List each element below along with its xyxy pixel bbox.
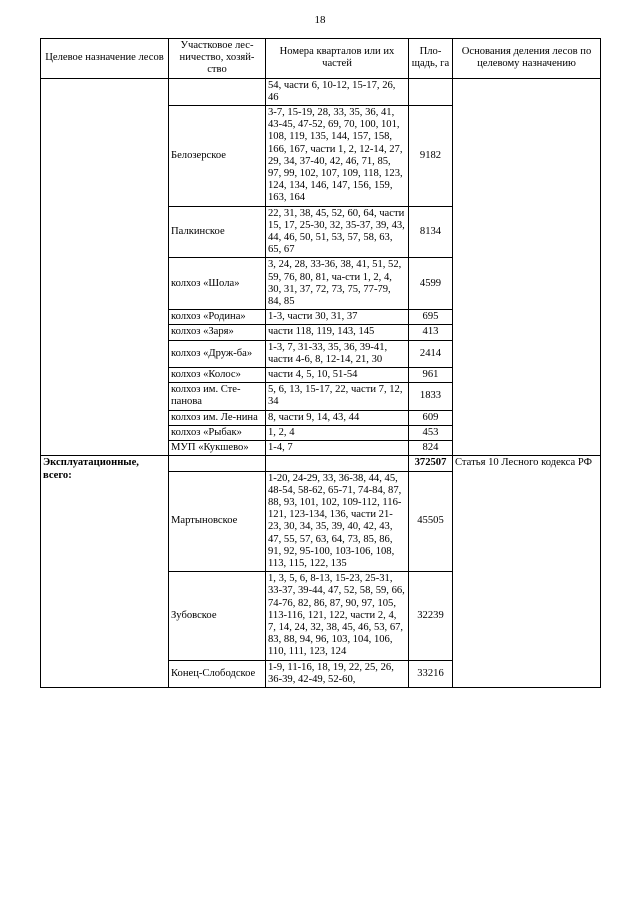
area-cell: 33216	[409, 660, 453, 687]
area-cell: 45505	[409, 471, 453, 572]
header-basis: Основания деления лесов по целевому назначению	[453, 39, 601, 79]
quarters-cell: 22, 31, 38, 45, 52, 60, 64, части 15, 17, 25-30, 32, 35-37, 39, 43, 44, 46, 50, 51, 53, 57, 58, 63, 65, 67	[266, 206, 409, 258]
quarters-cell: 5, 6, 13, 15-17, 22, части 7, 12, 34	[266, 383, 409, 410]
page-number: 18	[314, 14, 326, 26]
area-cell: 8134	[409, 206, 453, 258]
quarters-cell: 1-9, 11-16, 18, 19, 22, 25, 26, 36-39, 42-49, 52-60,	[266, 660, 409, 687]
forestry-cell: Палкинское	[169, 206, 266, 258]
forestry-cell: колхоз «Родина»	[169, 310, 266, 325]
quarters-cell: 1-20, 24-29, 33, 36-38, 44, 45, 48-54, 58-62, 65-71, 74-84, 87, 88, 93, 101, 102, 109-112, 116-121, 123-134, 136, части 21-23, 30, 34, 35, 39, 40, 42, 43, 47, 55, 57, 63, 64, 73, 85, 86, 91, 92, 95-100, 103-106, 108, 113, 115, 122, 135	[266, 471, 409, 572]
header-purpose: Целевое назначение лесов	[41, 39, 169, 79]
quarters-cell: части 4, 5, 10, 51-54	[266, 368, 409, 383]
area-cell: 2414	[409, 340, 453, 367]
forest-purpose-table	[40, 38, 601, 688]
purpose-cell-empty	[41, 78, 169, 456]
area-cell	[409, 78, 453, 105]
forestry-cell: колхоз «Друж-ба»	[169, 340, 266, 367]
quarters-cell: 1-3, 7, 31-33, 35, 36, 39-41, части 4-6, 8, 12-14, 21, 30	[266, 340, 409, 367]
basis-cell-empty	[453, 78, 601, 456]
area-cell: 32239	[409, 572, 453, 660]
table-header-row	[41, 39, 601, 79]
quarters-cell: 54, части 6, 10-12, 15-17, 26, 46	[266, 78, 409, 105]
area-cell: 453	[409, 425, 453, 440]
area-cell: 4599	[409, 258, 453, 310]
quarters-cell: 3, 24, 28, 33-36, 38, 41, 51, 52, 59, 76, 80, 81, ча-сти 1, 2, 4, 30, 31, 37, 72, 73, 75, 77-79, 84, 85	[266, 258, 409, 310]
forestry-cell-empty	[169, 456, 266, 471]
quarters-cell: 1, 2, 4	[266, 425, 409, 440]
area-cell: 1833	[409, 383, 453, 410]
area-cell: 609	[409, 410, 453, 425]
forestry-cell	[169, 78, 266, 105]
table-row	[41, 78, 601, 105]
forestry-cell: Конец-Слободское	[169, 660, 266, 687]
forestry-cell: Зубовское	[169, 572, 266, 660]
quarters-cell: 1-3, части 30, 31, 37	[266, 310, 409, 325]
area-cell: 824	[409, 441, 453, 456]
quarters-cell: 8, части 9, 14, 43, 44	[266, 410, 409, 425]
header-quarters: Номера кварталов или их частей	[266, 39, 409, 79]
area-cell: 695	[409, 310, 453, 325]
forestry-cell: колхоз «Шола»	[169, 258, 266, 310]
header-area: Пло-щадь, га	[409, 39, 453, 79]
area-cell: 413	[409, 325, 453, 340]
area-cell: 961	[409, 368, 453, 383]
quarters-cell: 1-4, 7	[266, 441, 409, 456]
forestry-cell: МУП «Кукшево»	[169, 441, 266, 456]
forestry-cell: колхоз им. Сте-панова	[169, 383, 266, 410]
forestry-cell: колхоз «Колос»	[169, 368, 266, 383]
header-forestry: Участковое лес-ничество, хозяй-ство	[169, 39, 266, 79]
quarters-cell-empty	[266, 456, 409, 471]
forestry-cell: колхоз «Заря»	[169, 325, 266, 340]
quarters-cell: 1, 3, 5, 6, 8-13, 15-23, 25-31, 33-37, 39-44, 47, 52, 58, 59, 66, 74-76, 82, 86, 87, 90, 97, 105, 113-116, 121, 122, части 2, 4, 7, 14, 24, 32, 38, 45, 46, 53, 67, 83, 88, 94, 96, 103, 104, 106, 110, 111, 123, 124	[266, 572, 409, 660]
basis-cell: Статья 10 Лесного кодекса РФ	[453, 456, 601, 688]
table-row-exploitation-total	[41, 456, 601, 471]
forestry-cell: Мартыновское	[169, 471, 266, 572]
quarters-cell: части 118, 119, 143, 145	[266, 325, 409, 340]
forestry-cell: колхоз им. Ле-нина	[169, 410, 266, 425]
quarters-cell: 3-7, 15-19, 28, 33, 35, 36, 41, 43-45, 47-52, 69, 70, 100, 101, 108, 119, 135, 144, 157, 158, 166, 167, части 1, 2, 12-14, 27, 29, 34, 37-40, 42, 46, 71, 85, 97, 99, 102, 107, 109, 118, 123, 124, 134, 146, 147, 156, 159, 163, 164	[266, 106, 409, 207]
total-area-cell: 372507	[409, 456, 453, 471]
area-cell: 9182	[409, 106, 453, 207]
purpose-cell-exploitation: Эксплуатационные, всего:	[41, 456, 169, 688]
forestry-cell: колхоз «Рыбак»	[169, 425, 266, 440]
forestry-cell: Белозерское	[169, 106, 266, 207]
